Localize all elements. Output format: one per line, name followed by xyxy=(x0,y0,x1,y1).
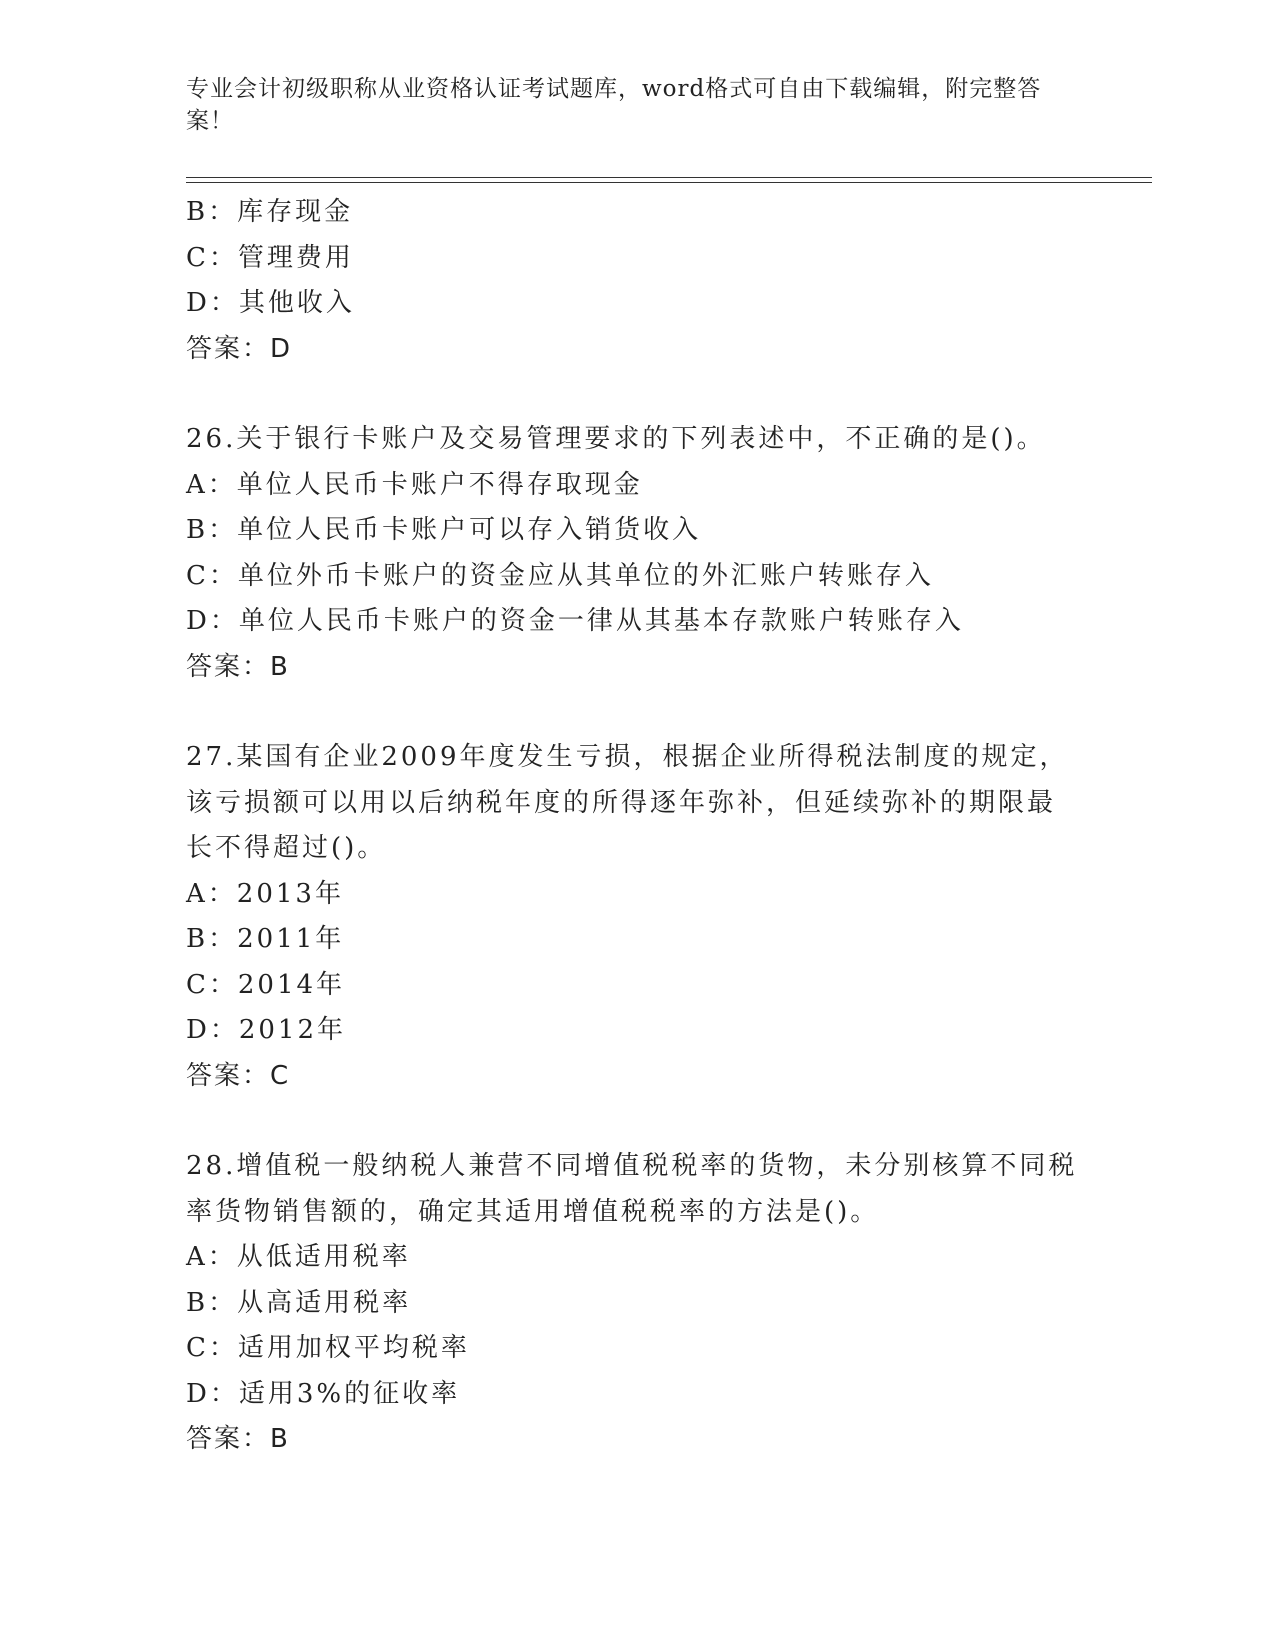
option-a: A：单位人民币卡账户不得存取现金 xyxy=(186,469,643,500)
option-c: C：适用加权平均税率 xyxy=(186,1333,470,1363)
spacer xyxy=(186,690,1086,735)
option-d: D：其他收入 xyxy=(186,288,355,318)
answer-line: 答案：B xyxy=(186,1424,290,1454)
question-26 xyxy=(186,417,1086,690)
answer-line: 答案：B xyxy=(186,651,290,682)
question-stem: 27.某国有企业2009年度发生亏损，根据企业所得税法制度的规定， xyxy=(186,742,1069,772)
option-b: B：2011年 xyxy=(186,924,345,954)
spacer xyxy=(186,1099,1086,1144)
document-header: 专业会计初级职称从业资格认证考试题库，word格式可自由下载编辑，附完整答案！ xyxy=(186,76,1042,134)
option-d: D：单位人民币卡账户的资金一律从其基本存款账户转账存入 xyxy=(186,606,964,636)
continuation-block xyxy=(186,190,1086,372)
option-c: C：2014年 xyxy=(186,969,346,1000)
question-27 xyxy=(186,735,1086,1099)
option-a: A：从低适用税率 xyxy=(186,1242,411,1272)
answer-line: 答案：D xyxy=(186,333,293,364)
option-b: B：单位人民币卡账户可以存入销货收入 xyxy=(186,515,702,545)
question-28 xyxy=(186,1144,1086,1463)
option-b: B：从高适用税率 xyxy=(186,1287,412,1318)
question-content xyxy=(186,190,1086,1463)
answer-line: 答案：C xyxy=(186,1060,291,1091)
option-b: B：库存现金 xyxy=(186,197,354,227)
question-stem: 26.关于银行卡账户及交易管理要求的下列表述中，不正确的是()。 xyxy=(186,424,1046,454)
option-c: C：单位外币卡账户的资金应从其单位的外汇账户转账存入 xyxy=(186,560,934,591)
option-d: D：2012年 xyxy=(186,1015,347,1045)
option-a: A：2013年 xyxy=(186,878,344,909)
option-c: C：管理费用 xyxy=(186,242,354,273)
question-stem: 长不得超过()。 xyxy=(186,833,387,863)
header-divider xyxy=(186,177,1152,183)
question-stem: 率货物销售额的，确定其适用增值税税率的方法是()。 xyxy=(186,1196,880,1227)
question-stem: 该亏损额可以用以后纳税年度的所得逐年弥补，但延续弥补的期限最 xyxy=(186,787,1057,818)
question-stem: 28.增值税一般纳税人兼营不同增值税税率的货物，未分别核算不同税 xyxy=(186,1151,1078,1181)
spacer xyxy=(186,372,1086,417)
option-d: D：适用3%的征收率 xyxy=(186,1378,461,1409)
